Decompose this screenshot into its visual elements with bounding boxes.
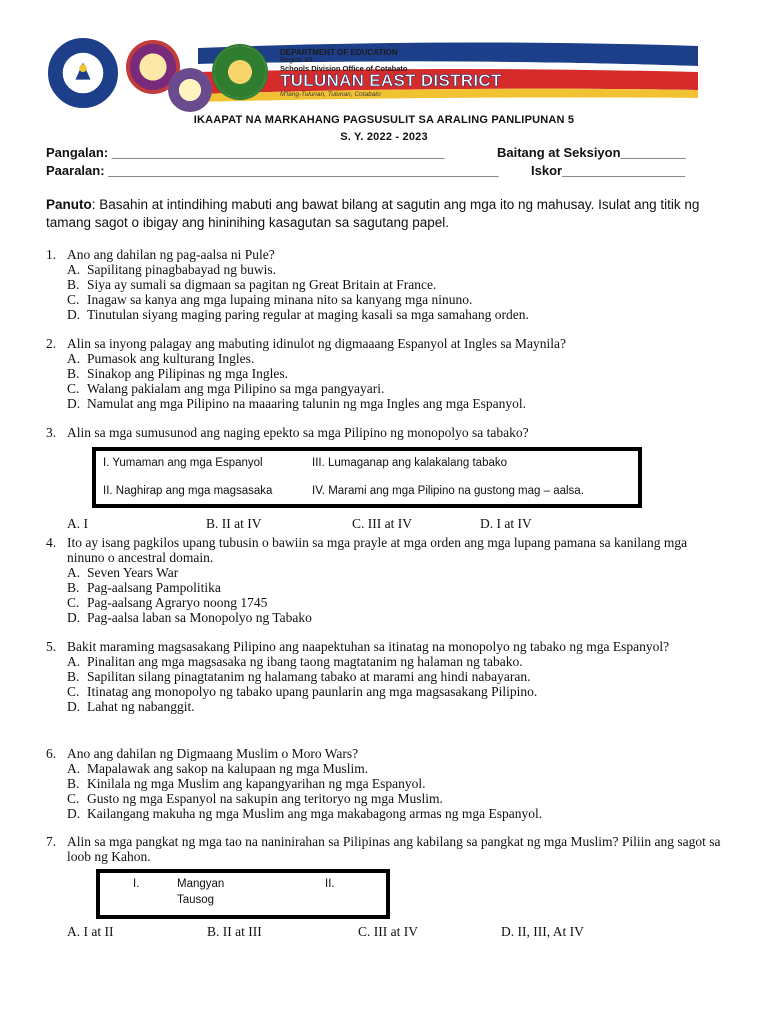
question-stem: Bakit maraming magsasakang Pilipino ang naapektuhan sa itinatag na monopolyo ng tabako ng mga Espanyol? (67, 639, 670, 654)
option-letter: A. (67, 351, 81, 366)
option-text: Siya ay sumali sa digmaan sa pagitan ng Great Britain at France. (87, 277, 437, 292)
box-item-i: I. (133, 878, 140, 890)
option-letter: D. (67, 806, 81, 821)
question-number: 1. (46, 247, 57, 262)
question-5 (46, 639, 726, 714)
option-text: Sapilitang pinagbabayad ng buwis. (87, 262, 276, 277)
option-a[interactable] (67, 351, 726, 366)
question-6 (46, 746, 726, 821)
option-text: Pag-aalsang Pampolitika (87, 580, 221, 595)
region-name: Region XII (280, 57, 313, 65)
instructions (46, 196, 718, 232)
header-banner (48, 38, 698, 114)
option-letter: C. (67, 595, 80, 610)
instructions-label: Panuto (46, 197, 92, 212)
option-letter: B. (67, 580, 80, 595)
option-letter: B. (67, 366, 80, 381)
question-3 (46, 425, 726, 440)
option-d[interactable] (67, 610, 726, 625)
choice-a[interactable]: A. I at II (67, 924, 114, 939)
choice-b[interactable]: B. II at III (207, 924, 262, 939)
division-seal-logo (168, 68, 212, 112)
choice-c[interactable]: C. III at IV (352, 516, 412, 531)
deped-seal-logo (48, 38, 118, 108)
option-d[interactable] (67, 806, 726, 821)
option-b[interactable] (67, 277, 726, 292)
option-a[interactable] (67, 262, 726, 277)
option-letter: A. (67, 654, 81, 669)
answer-box (96, 869, 390, 919)
choice-c[interactable]: C. III at IV (358, 924, 418, 939)
option-a[interactable] (67, 761, 726, 776)
box-item-iii: III. Lumaganap ang kalakalang tabako (312, 457, 508, 469)
option-b[interactable] (67, 776, 726, 791)
option-letter: A. (67, 262, 81, 277)
option-letter: C. (67, 381, 80, 396)
option-text: Pinalitan ang mga magsasaka ng ibang taong magtatanim ng halaman ng tabako. (87, 654, 523, 669)
choice-b[interactable]: B. II at IV (206, 516, 262, 531)
question-4 (46, 535, 726, 625)
option-d[interactable] (67, 396, 726, 411)
question-number: 7. (46, 834, 57, 849)
option-text: Pag-aalsa laban sa Monopolyo ng Tabako (87, 610, 312, 625)
option-letter: D. (67, 396, 81, 411)
question-1 (46, 247, 726, 322)
question-number: 6. (46, 746, 57, 761)
option-letter: A. (67, 761, 81, 776)
district-seal-logo (212, 44, 268, 100)
question-stem: Alin sa mga sumusunod ang naging epekto sa mga Pilipino ng monopolyo sa tabako? (67, 425, 529, 440)
dept-name: DEPARTMENT OF EDUCATION (280, 48, 398, 57)
name-field[interactable]: Pangalan: ______________________________________________ (46, 145, 445, 160)
option-text: Gusto ng mga Espanyol na sakupin ang teritoryo ng mga Muslim. (87, 791, 443, 806)
box-item-ii: II. Naghirap ang mga magsasaka (103, 485, 273, 497)
question-stem: Ito ay isang pagkilos upang tubusin o bawiin sa mga prayle at mga orden ang mga lupang pamana sa kanilang mga ninuno o ancestral domain. (67, 535, 688, 565)
choice-d[interactable]: D. I at IV (480, 516, 532, 531)
choice-a[interactable]: A. I (67, 516, 88, 531)
option-letter: C. (67, 292, 80, 307)
answer-box (92, 447, 642, 508)
option-text: Kinilala ng mga Muslim ang kapangyarihan ng mga Espanyol. (87, 776, 426, 791)
question-number: 3. (46, 425, 57, 440)
option-letter: C. (67, 791, 80, 806)
box-item-iv: IV. Marami ang mga Pilipino na gustong mag – aalsa. (312, 485, 584, 497)
option-letter: B. (67, 776, 80, 791)
option-letter: C. (67, 684, 80, 699)
option-text: Itinatag ang monopolyo ng tabako upang paunlarin ang mga magsasakang Pilipino. (87, 684, 538, 699)
question-number: 4. (46, 535, 57, 550)
option-letter: D. (67, 610, 81, 625)
district-name: TULUNAN EAST DISTRICT (280, 71, 502, 90)
option-text: Seven Years War (87, 565, 179, 580)
option-d[interactable] (67, 307, 726, 322)
choice-d[interactable]: D. II, III, At IV (501, 924, 584, 939)
header-text (280, 48, 408, 74)
grade-section-field[interactable]: Baitang at Seksiyon_________ (497, 145, 686, 160)
option-letter: B. (67, 669, 80, 684)
school-year: S. Y. 2022 - 2023 (340, 131, 428, 143)
option-text: Mapalawak ang sakop na kalupaan ng mga Muslim. (87, 761, 369, 776)
option-letter: D. (67, 699, 81, 714)
option-text: Pag-aalsang Agraryo noong 1745 (87, 595, 268, 610)
option-b[interactable] (67, 580, 726, 595)
option-a[interactable] (67, 654, 726, 669)
district-address: M'lang-Tulunan, Tulunan, Cotabato (280, 91, 381, 98)
option-text: Lahat ng nabanggit. (87, 699, 195, 714)
question-stem: Ano ang dahilan ng pag-aalsa ni Pule? (67, 247, 275, 262)
school-field[interactable]: Paaralan: ______________________________________________________ (46, 163, 499, 178)
option-b[interactable] (67, 669, 726, 684)
box-item-i: I. Yumaman ang mga Espanyol (103, 457, 263, 469)
option-text: Sinakop ang Pilipinas ng mga Ingles. (87, 366, 288, 381)
box-item-mangyan: Mangyan (177, 878, 225, 890)
division-name: Schools Division Office of Cotabato (280, 64, 408, 74)
box-item-tausog: Tausog (177, 894, 215, 906)
option-text: Tinutulan siyang maging paring regular at maging kasali sa mga samahang orden. (87, 307, 529, 322)
score-field[interactable]: Iskor_________________ (531, 163, 685, 178)
option-text: Pumasok ang kulturang Ingles. (87, 351, 255, 366)
question-7 (46, 834, 726, 864)
question-stem: Ano ang dahilan ng Digmaang Muslim o Moro Wars? (67, 746, 359, 761)
option-text: Walang pakialam ang mga Pilipino sa mga pangyayari. (87, 381, 385, 396)
option-c[interactable] (67, 292, 726, 307)
box-item-ii: II. (325, 878, 335, 890)
option-text: Namulat ang mga Pilipino na maaaring talunin ng mga Ingles ang mga Espanyol. (87, 396, 527, 411)
option-d[interactable] (67, 699, 726, 714)
option-c[interactable] (67, 684, 726, 699)
option-letter: B. (67, 277, 80, 292)
question-stem: Alin sa inyong palagay ang mabuting idinulot ng digmaaang Espanyol at Ingles sa Maynila? (67, 336, 567, 351)
option-text: Sapilitan silang pinagtatanim ng halamang tabako at marami ang hindi nabayaran. (87, 669, 531, 684)
question-2 (46, 336, 726, 411)
option-a[interactable] (67, 565, 726, 580)
question-number: 5. (46, 639, 57, 654)
instructions-text: : Basahin at intindihing mabuti ang bawat bilang at sagutin ang mga ito ng mahusay. Isulat ang titik ng tamang sagot o ibigay ang hininihing kasagutan sa sagutang papel. (46, 197, 700, 230)
option-letter: A. (67, 565, 81, 580)
question-number: 2. (46, 336, 57, 351)
option-text: Kailangang makuha ng mga Muslim ang mga makabagong armas ng mga Espanyol. (87, 806, 543, 821)
option-b[interactable] (67, 366, 726, 381)
exam-title: IKAAPAT NA MARKAHANG PAGSUSULIT SA ARALING PANLIPUNAN 5 (193, 114, 575, 126)
option-letter: D. (67, 307, 81, 322)
option-c[interactable] (67, 791, 726, 806)
question-stem: Alin sa mga pangkat ng mga tao na naninirahan sa Pilipinas ang kabilang sa pangkat ng mga Muslim? Piliin ang sagot sa loob ng Kahon. (67, 834, 721, 864)
option-c[interactable] (67, 595, 726, 610)
option-text: Inagaw sa kanya ang mga lupaing minana nito sa kanyang mga ninuno. (87, 292, 473, 307)
option-c[interactable] (67, 381, 726, 396)
